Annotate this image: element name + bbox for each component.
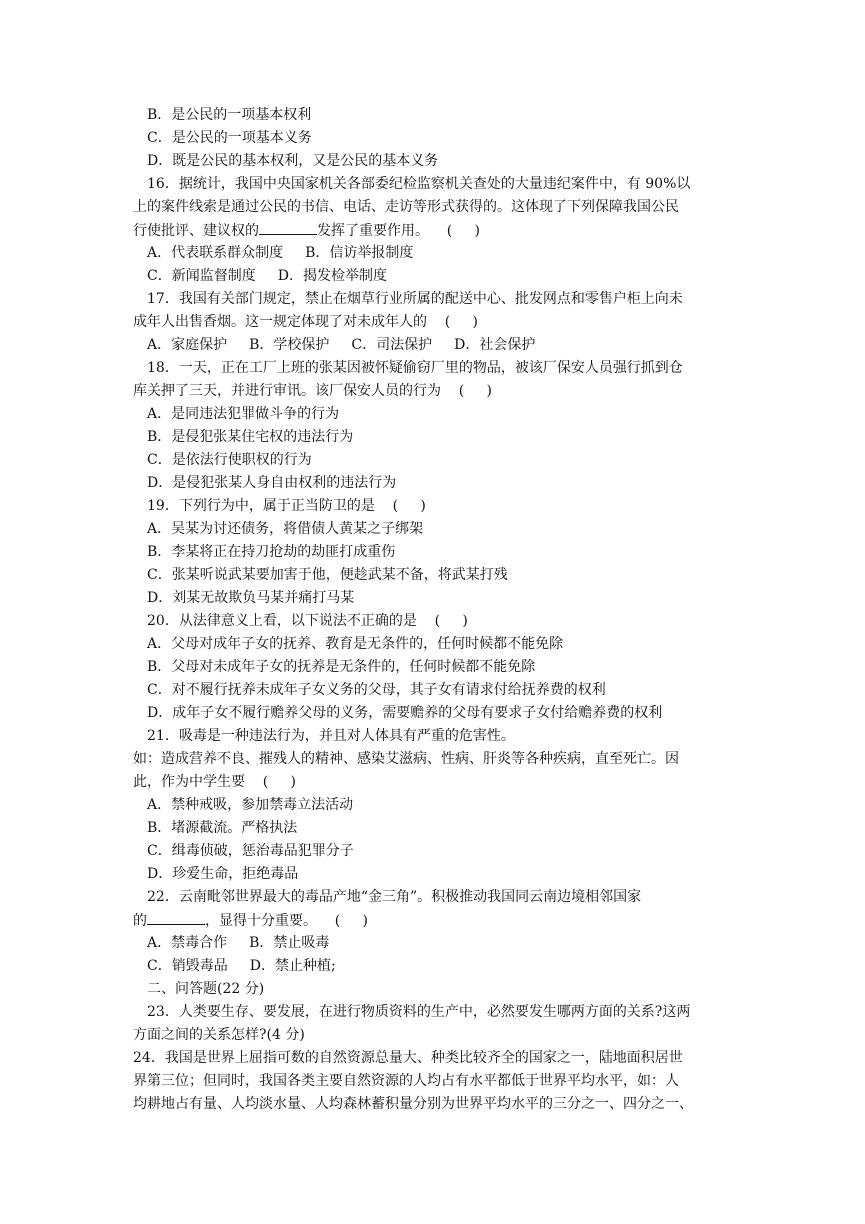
- answer-blank: [147, 910, 205, 925]
- q18-option-c: C．是依法行使职权的行为: [147, 452, 312, 468]
- q17-option-a: A．家庭保护: [147, 337, 228, 353]
- q21-option-a: A．禁种戒吸，参加禁毒立法活动: [147, 797, 354, 813]
- q22-stem-line1: 22．云南毗邻世界最大的毒品产地“金三角”。积极推动我国同云南边境相邻国家: [147, 889, 642, 905]
- q22-options-row2: [147, 956, 336, 976]
- q20-option-c: C．对不履行抚养未成年子女义务的父母，其子女有请求付给抚养费的权利: [147, 682, 606, 698]
- q15-option-b: B．是公民的一项基本权利: [147, 107, 312, 123]
- q21-option-d: D．珍爱生命，拒绝毒品: [147, 866, 299, 882]
- q15-option-d: D．既是公民的基本权利，又是公民的基本义务: [147, 153, 439, 169]
- q17-option-d: D．社会保护: [454, 337, 536, 353]
- q22-option-a: A．禁毒合作: [147, 935, 228, 951]
- q16-stem-line2: 上的案件线索是通过公民的书信、电话、走访等形式获得的。这体现了下列保障我国公民: [133, 199, 679, 215]
- q17-option-c: C．司法保护: [351, 337, 433, 353]
- q21-stem-line1: 21．吸毒是一种违法行为，并且对人体具有严重的危害性。: [147, 728, 515, 744]
- q17-options-row: [147, 335, 535, 355]
- q18-option-a: A．是同违法犯罪做斗争的行为: [147, 406, 340, 422]
- q16-stem-line3: 行使批评、建议权的 发挥了重要作用。 ( ): [133, 220, 480, 240]
- section-heading: 二、问答题(22 分): [147, 981, 265, 997]
- q23-stem-line1: 23．人类要生存、要发展，在进行物质资料的生产中，必然要发生哪两方面的关系?这两: [147, 1004, 691, 1020]
- q16-stem-line1: 16．据统计，我国中央国家机关各部委纪检监察机关查处的大量违纪案件中，有 90%以: [147, 176, 691, 192]
- q16-options-row2: [147, 266, 387, 286]
- q17-stem-line1: 17．我国有关部门规定，禁止在烟草行业所属的配送中心、批发网点和零售户柜上向未: [147, 291, 683, 307]
- q17-stem-line2: 成年人出售香烟。这一规定体现了对未成年人的 ( ): [133, 314, 478, 330]
- q19-option-a: A．吴某为讨还债务，将借债人黄某之子绑架: [147, 521, 424, 537]
- q20-option-d: D．成年子女不履行赡养父母的义务，需要赡养的父母有要求子女付给赡养费的权利: [147, 705, 663, 721]
- q22-stem-line2: 的 ，显得十分重要。 ( ): [133, 910, 368, 930]
- q19-stem: 19．下列行为中，属于正当防卫的是 ( ): [147, 498, 426, 514]
- q21-stem-line3: 此，作为中学生要 ( ): [133, 774, 296, 790]
- q16-options-row1: [147, 243, 413, 263]
- q21-stem-line2: 如：造成营养不良、摧残人的精神、感染艾滋病、性病、肝炎等各种疾病，直至死亡。因: [133, 751, 679, 767]
- q20-option-a: A．父母对成年子女的抚养、教育是无条件的，任何时候都不能免除: [147, 636, 564, 652]
- q18-stem-line1: 18．一天，正在工厂上班的张某因被怀疑偷窃厂里的物品，被该厂保安人员强行抓到仓: [147, 360, 683, 376]
- q16-option-c: C．新闻监督制度: [147, 268, 256, 284]
- q16-option-b: B．信访举报制度: [305, 245, 414, 261]
- q15-option-c: C．是公民的一项基本义务: [147, 130, 312, 146]
- q19-option-c: C．张某听说武某要加害于他，便趁武某不备，将武某打残: [147, 567, 508, 583]
- q24-stem-line3: 均耕地占有量、人均淡水量、人均森林蓄积量分别为世界平均水平的三分之一、四分之一、: [133, 1096, 693, 1112]
- q16-option-a: A．代表联系群众制度: [147, 245, 284, 261]
- q18-option-d: D．是侵犯张某人身自由权利的违法行为: [147, 475, 397, 491]
- q22-option-b: B．禁止吸毒: [249, 935, 330, 951]
- q24-stem-line2: 界第三位；但同时，我国各类主要自然资源的人均占有水平都低于世界平均水平，如：人: [133, 1073, 679, 1089]
- q24-stem-line1: 24．我国是世界上屈指可数的自然资源总量大、种类比较齐全的国家之一，陆地面积居世: [133, 1050, 683, 1066]
- q21-option-b: B．堵源截流。严格执法: [147, 820, 298, 836]
- q18-stem-line2: 库关押了三天，并进行审讯。该厂保安人员的行为 ( ): [133, 383, 492, 399]
- q22-option-c: C．销毁毒品: [147, 958, 228, 974]
- q22-option-d: D．禁止种植;: [249, 958, 336, 974]
- answer-blank: [259, 220, 317, 235]
- q20-stem: 20．从法律意义上看，以下说法不正确的是 ( ): [147, 613, 468, 629]
- q21-option-c: C．缉毒侦破，惩治毒品犯罪分子: [147, 843, 354, 859]
- q22-options-row1: [147, 933, 329, 953]
- q18-option-b: B．是侵犯张某住宅权的违法行为: [147, 429, 354, 445]
- q19-option-b: B．李某将正在持刀抢劫的劫匪打成重伤: [147, 544, 396, 560]
- q19-option-d: D．刘某无故欺负马某并痛打马某: [147, 590, 355, 606]
- q23-stem-line2: 方面之间的关系怎样?(4 分): [133, 1027, 305, 1043]
- q20-option-b: B．父母对未成年子女的抚养是无条件的，任何时候都不能免除: [147, 659, 536, 675]
- q16-option-d: D．揭发检举制度: [277, 268, 387, 284]
- q17-option-b: B．学校保护: [249, 337, 330, 353]
